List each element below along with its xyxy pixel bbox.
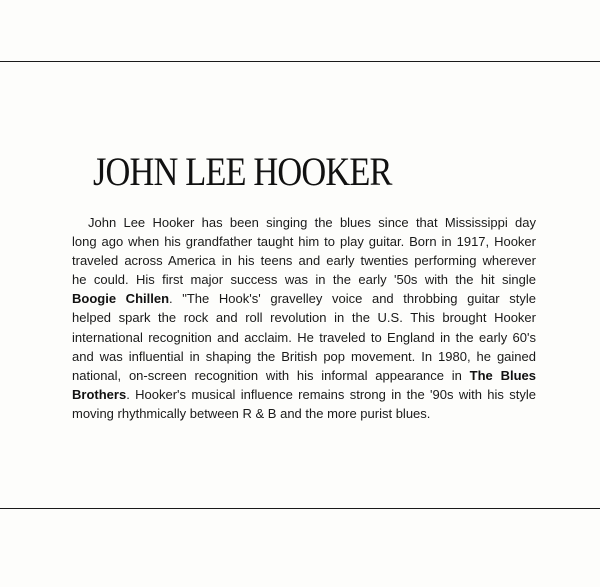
- bio-line: [72, 366, 536, 385]
- film-title-blues-brothers-cont: Brothers: [72, 386, 127, 402]
- bio-line: traveled across America in his teens and early twenties performing wherever: [72, 253, 536, 269]
- bio-line: moving rhythmically between R & B and the more purist blues.: [72, 405, 431, 421]
- top-divider: [0, 61, 600, 62]
- bio-line-text: . "The Hook's' gravelley voice and throbbing guitar style: [169, 291, 536, 307]
- bio-line: long ago when his grandfather taught him to play guitar. Born in 1917, Hooker: [72, 234, 536, 250]
- film-title-blues-brothers: The Blues: [469, 367, 536, 383]
- bio-line: helped spark the rock and roll revolution in the U.S. This brought Hooker: [72, 310, 536, 326]
- bottom-divider: [0, 508, 600, 509]
- bio-line-text: . Hooker's musical influence remains strong in the '90s with his style: [126, 386, 536, 402]
- song-title-boogie-chillen: Boogie Chillen: [72, 291, 170, 307]
- page-title: JOHN LEE HOOKER: [93, 149, 392, 194]
- bio-line: and was influential in shaping the British pop movement. In 1980, he gained: [72, 348, 536, 364]
- bio-line: he could. His first major success was in the early '50s with the hit single: [72, 272, 536, 288]
- biography-paragraph: [72, 213, 536, 423]
- bio-line: [72, 385, 536, 404]
- bio-line: John Lee Hooker has been singing the blues since that Mississippi day: [88, 215, 536, 230]
- bio-line: international recognition and acclaim. He traveled to England in the early 60's: [72, 329, 536, 345]
- bio-line-text: national, on-screen recognition with his informal appearance in: [72, 367, 462, 383]
- bio-line: [72, 289, 536, 308]
